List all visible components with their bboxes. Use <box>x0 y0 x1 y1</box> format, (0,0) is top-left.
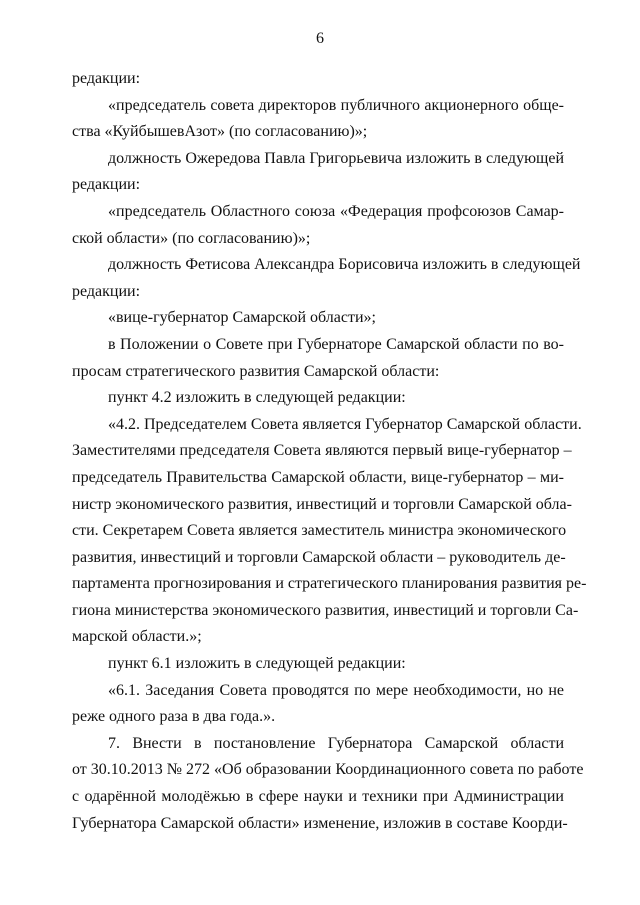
text-line: гиона министерства экономического развития, инвестиций и торговли Са- <box>72 601 579 619</box>
text-line: Губернатора Самарской области» изменение, изложив в составе Коорди- <box>72 814 568 832</box>
text-line: марской области.»; <box>72 628 202 646</box>
text-line: ства «КуйбышевАзот» (по согласованию)»; <box>72 123 368 141</box>
text-line: редакции: <box>72 176 141 194</box>
text-line: должность Ожередова Павла Григорьевича изложить в следующей <box>108 149 564 167</box>
text-line: нистр экономического развития, инвестиций и торговли Самарской обла- <box>72 495 572 513</box>
text-line: ской области» (по согласованию)»; <box>72 229 311 247</box>
text-line: редакции: <box>72 282 141 300</box>
text-line: развития, инвестиций и торговли Самарской области – руководитель де- <box>72 548 566 566</box>
text-line: реже одного раза в два года.». <box>72 708 276 726</box>
text-line: «председатель Областного союза «Федерация профсоюзов Самар- <box>108 202 564 220</box>
text-line: должность Фетисова Александра Борисовича изложить в следующей <box>108 256 581 274</box>
text-line: председатель Правительства Самарской области, вице-губернатор – ми- <box>72 468 564 486</box>
text-line: сти. Секретарем Совета является заместитель министра экономического <box>72 522 567 540</box>
text-line: 7. Внести в постановление Губернатора Самарской области <box>108 734 564 752</box>
document-body <box>72 66 587 837</box>
page-number: 6 <box>316 30 324 47</box>
text-line: пункт 6.1 изложить в следующей редакции: <box>108 655 406 673</box>
text-line: с одарённой молодёжью в сфере науки и техники при Администрации <box>72 788 564 806</box>
text-line: Заместителями председателя Совета являются первый вице-губернатор – <box>72 442 572 460</box>
text-line: редакции: <box>72 70 141 87</box>
text-line: «председатель совета директоров публичного акционерного обще- <box>108 96 564 114</box>
text-line: от 30.10.2013 № 272 «Об образовании Координационного совета по работе <box>72 761 584 779</box>
text-line: в Положении о Совете при Губернаторе Самарской области по во- <box>108 335 564 353</box>
text-line: пункт 4.2 изложить в следующей редакции: <box>108 389 406 407</box>
text-line: просам стратегического развития Самарской области: <box>72 362 440 380</box>
text-line: «6.1. Заседания Совета проводятся по мере необходимости, но не <box>108 681 564 699</box>
text-line: партамента прогнозирования и стратегического планирования развития ре- <box>72 575 587 593</box>
text-line: «4.2. Председателем Совета является Губернатор Самарской области. <box>108 415 582 433</box>
text-line: «вице-губернатор Самарской области»; <box>108 309 376 327</box>
